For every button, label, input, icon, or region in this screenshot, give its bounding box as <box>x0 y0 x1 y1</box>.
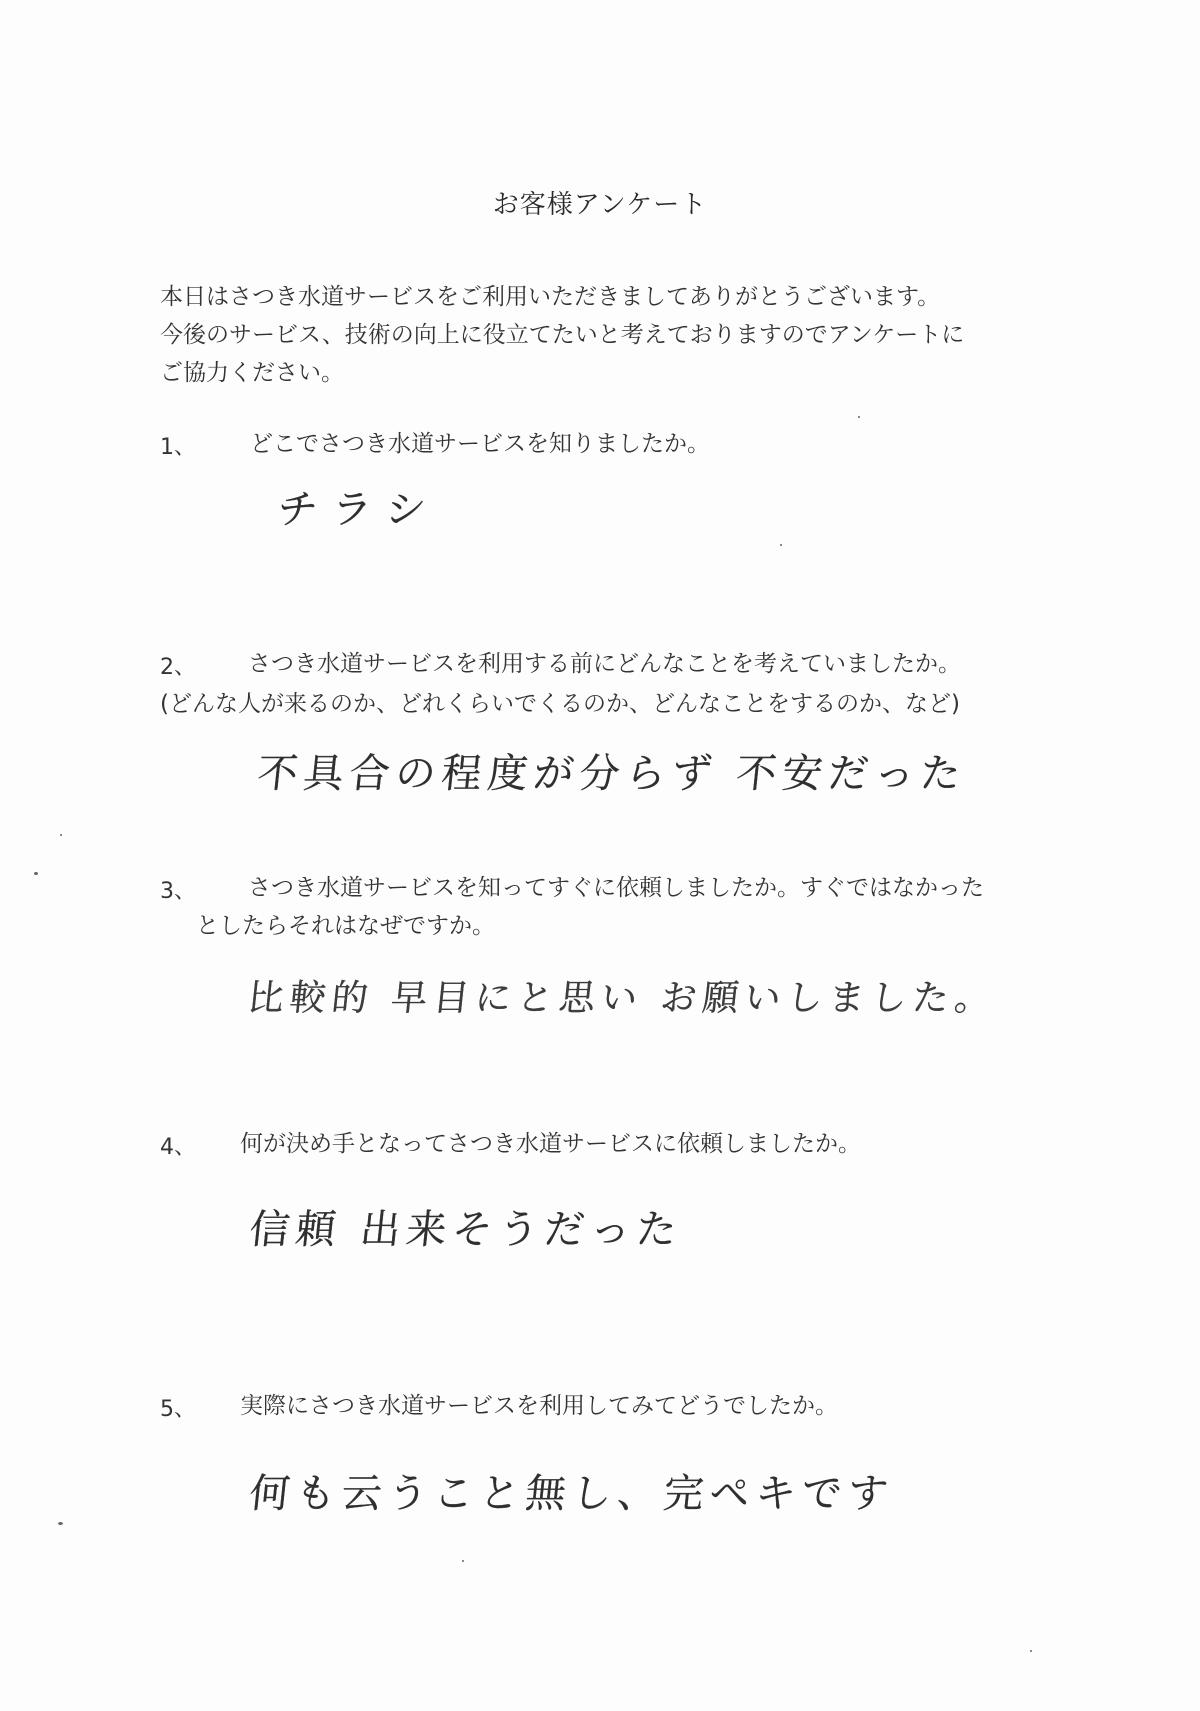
question-number: 4、 <box>160 1135 196 1160</box>
scan-speck <box>60 834 62 836</box>
scan-speck <box>58 1522 63 1525</box>
question-text: 何が決め手となってさつき水道サービスに依頼しましたか。 <box>240 1131 861 1157</box>
question-number: 1、 <box>160 435 196 460</box>
handwritten-answer: 比較的 早目にと思い お願いしました。 <box>245 978 999 1019</box>
page-title: お客様アンケート <box>492 190 708 220</box>
question-number: 3、 <box>160 879 196 904</box>
scan-speck <box>1030 1650 1032 1652</box>
scan-speck <box>34 872 38 875</box>
question-subtext: (どんな人が来るのか、どれくらいでくるのか、どんなことをするのか、など) <box>160 691 960 717</box>
scan-speck <box>462 1560 464 1562</box>
scan-speck <box>858 416 860 418</box>
intro-line: ご協力ください。 <box>160 360 344 386</box>
question-number: 5、 <box>160 1397 196 1422</box>
intro-line: 今後のサービス、技術の向上に役立てたいと考えておりますのでアンケートに <box>160 322 965 348</box>
question-text-continued: としたらそれはなぜですか。 <box>196 913 495 939</box>
question-text: さつき水道サービスを知ってすぐに依頼しましたか。すぐではなかった <box>248 875 984 901</box>
handwritten-answer: 不具合の程度が分らず 不安だった <box>255 751 969 797</box>
handwritten-answer: チラシ <box>275 487 443 533</box>
question-text: どこでさつき水道サービスを知りましたか。 <box>250 431 710 457</box>
handwritten-answer: 何も云うこと無し、完ペキです <box>247 1471 897 1517</box>
intro-text <box>160 278 1060 392</box>
handwritten-answer: 信頼 出来そうだった <box>247 1207 685 1253</box>
intro-line: 本日はさつき水道サービスをご利用いただきましてありがとうございます。 <box>160 284 941 310</box>
question-text: さつき水道サービスを利用する前にどんなことを考えていましたか。 <box>248 651 961 677</box>
question-number: 2、 <box>160 655 196 680</box>
question-text: 実際にさつき水道サービスを利用してみてどうでしたか。 <box>240 1393 838 1419</box>
scan-speck <box>780 544 782 546</box>
